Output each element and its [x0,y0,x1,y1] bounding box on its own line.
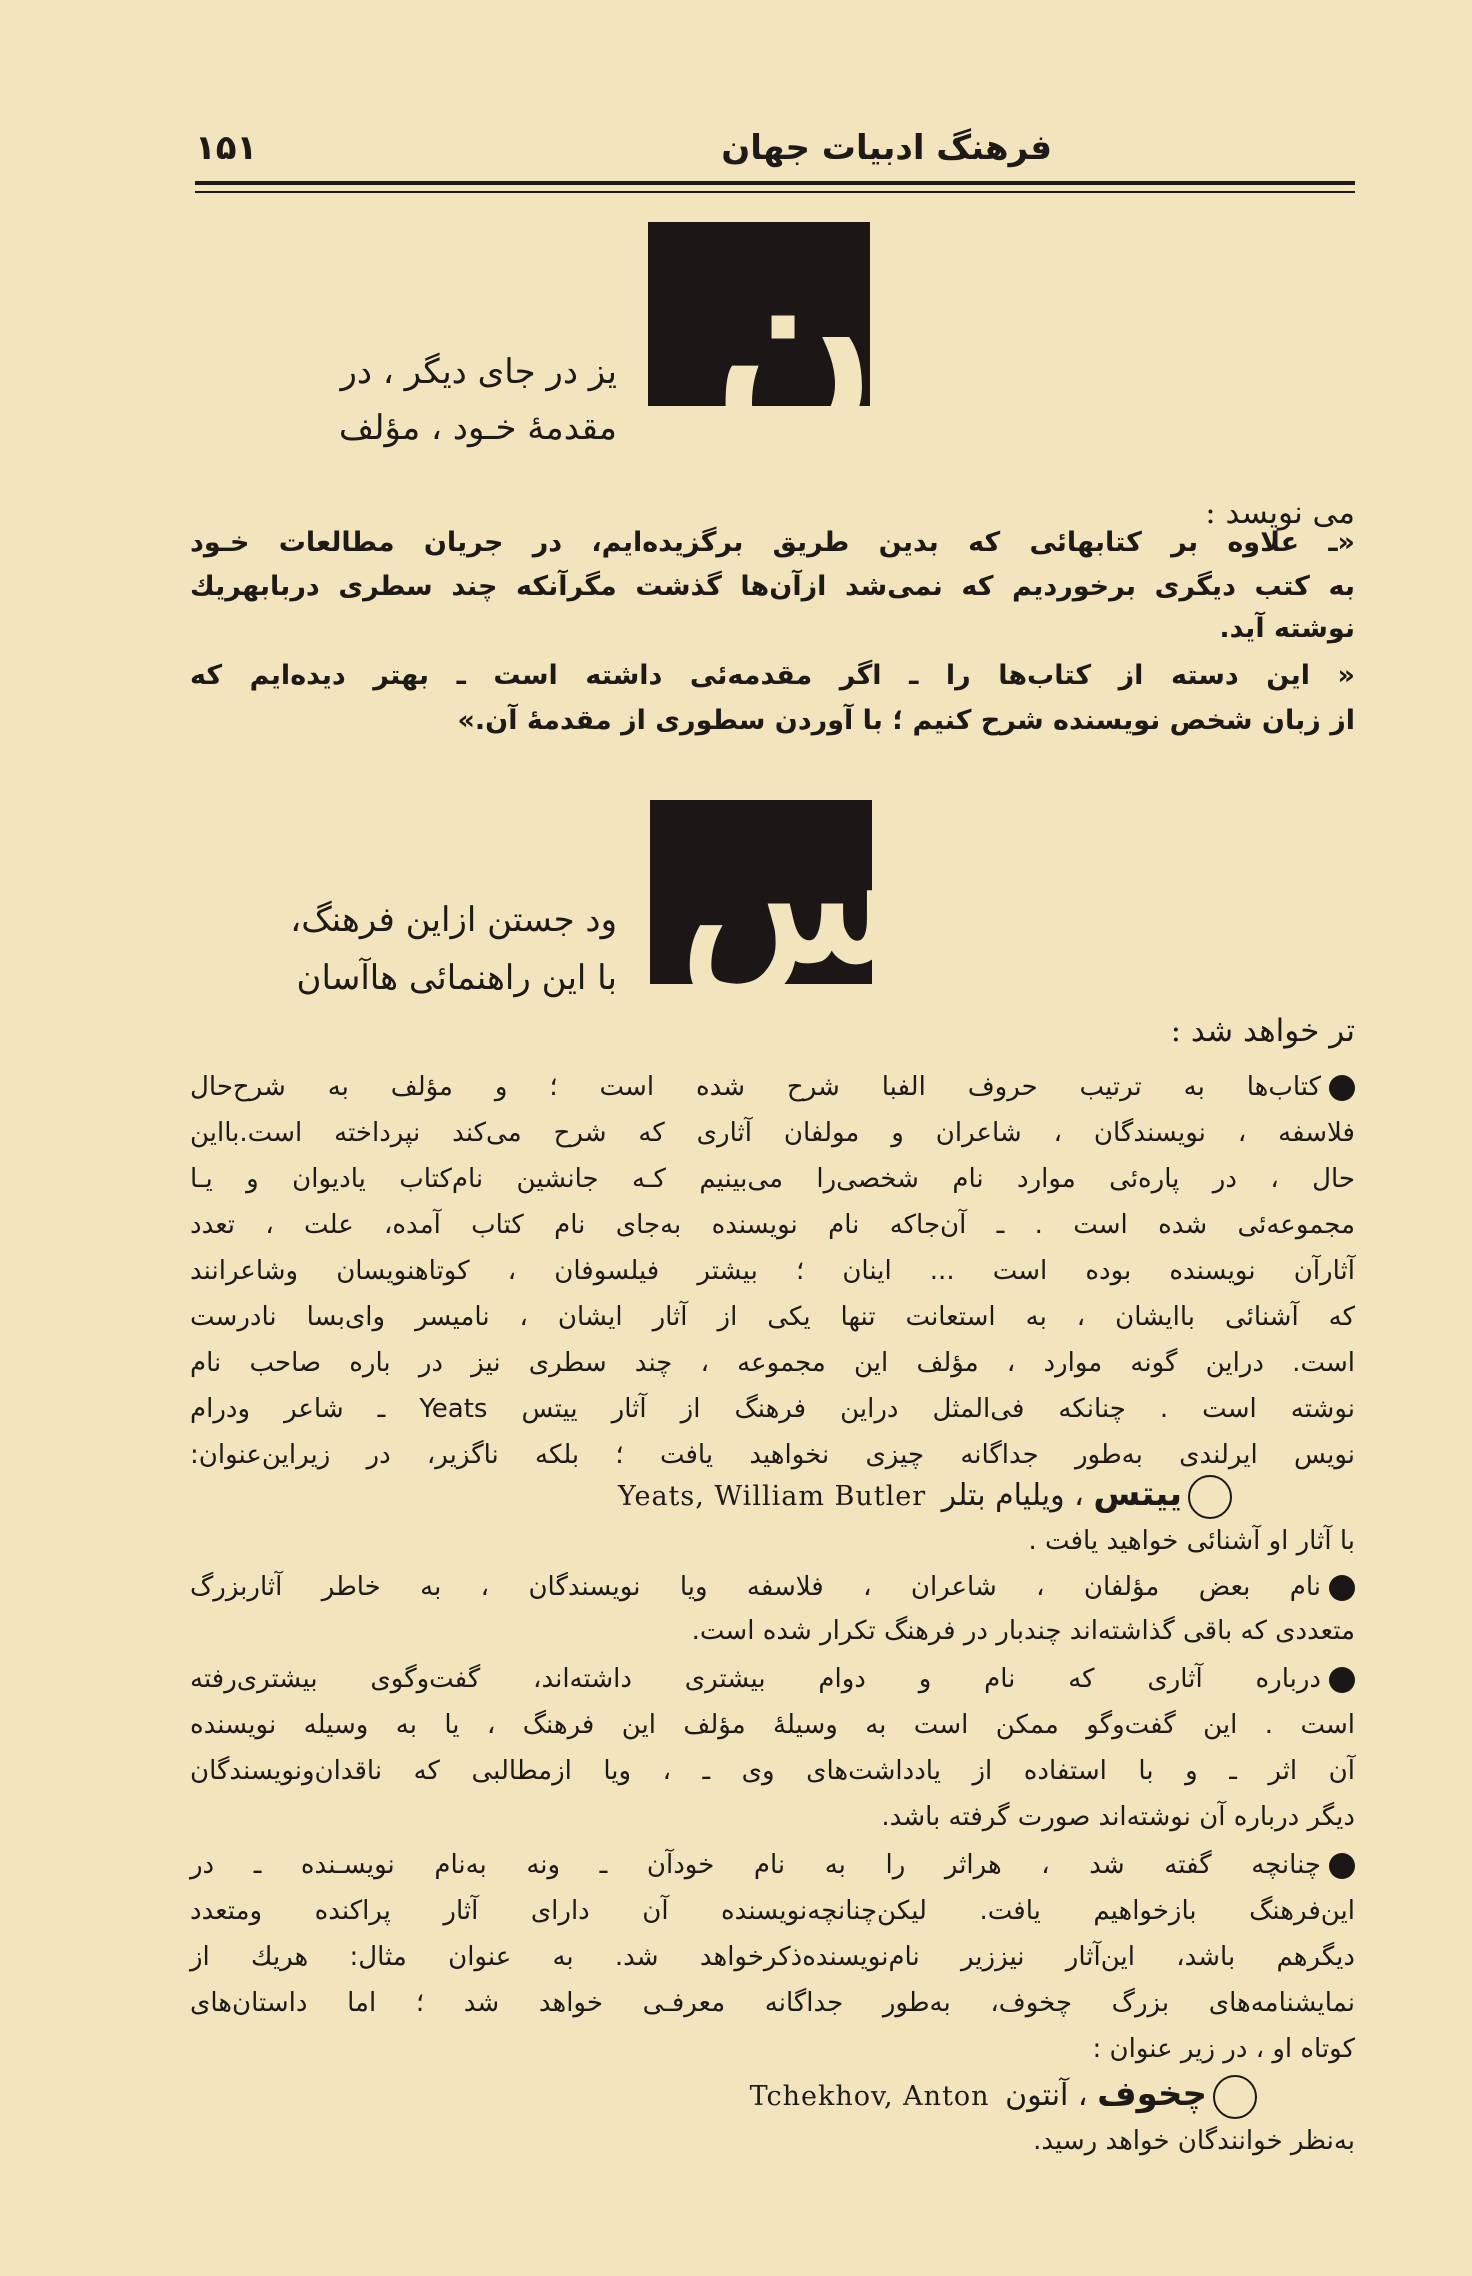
intro-line: یز در جای دیگر ، در [340,352,617,392]
paragraph-line: دیگرهم باشد، این‌آثار نیززیر نام‌نویسنده‌ذکرخواهد شد. به عنوان مثال: هریك از [190,1942,1355,1972]
paragraph-line: نمایشنامه‌های بزرگ چخوف، به‌طور جداگانه معرفـی خواهد شد ؛ اما داستان‌های [190,1988,1355,2018]
paragraph-line: دیگر درباره آن نوشته‌اند صورت گرفته باشد. [881,1802,1355,1832]
paragraph-line: فلاسفه ، نویسندگان ، شاعران و مولفان آثاری که شرح می‌کند نپرداخته است.بااین [190,1118,1355,1148]
paragraph-line: کوتاه او ، در زیر عنوان : [1092,2034,1355,2064]
circle-icon [1188,1475,1232,1519]
lead-line: تر خواهد شد : [1170,1013,1355,1049]
bullet-line: درباره آثاری که نام و دوام بیشتری داشته‌اند، گفت‌وگوی بیشتری‌رفته [190,1660,1355,1698]
intro-line: با این راهنمائی هاآسان [296,958,617,998]
paragraph-line: مجموعه‌ئی شده است . ـ آن‌جاکه نام نویسنده به‌جای نام کتاب آمده، علت ، تعدد [190,1210,1355,1240]
paragraph-line: «ـ علاوه بر کتابهائی که بدین طریق برگزیده‌ایم، در جریان مطالعات خـود [190,527,1355,558]
intro-line: ود جستن ازاین فرهنگ، [290,900,617,940]
drop-cap-noon: ن [648,222,870,406]
paragraph-line: آثارآن نویسنده بوده است ... اینان ؛ بیشتر فیلسوفان ، کوتاهنویسان وشاعرانند [190,1256,1355,1286]
drop-cap-seen: س [650,800,872,984]
header-rule-thin [195,191,1355,193]
intro-line: مقدمهٔ خـود ، مؤلف [338,408,617,448]
bullet-line: کتاب‌ها به ترتیب حروف الفبا شرح شده است ؛ و مؤلف به شرح‌حال [190,1068,1355,1106]
paragraph-line: متعددی که باقی گذاشته‌اند چندبار در فرهنگ تکرار شده است. [691,1616,1355,1646]
paragraph-line: به کتب دیگری برخوردیم که نمی‌شد ازآن‌ها گذشت مگرآنکه چند سطری دربابهریك [190,571,1355,602]
paragraph-line: به‌نظر خوانندگان خواهد رسید. [1033,2126,1355,2156]
paragraph-line: است. دراین گونه موارد ، مؤلف این مجموعه ، چند سطری نیز در باره صاحب نام [190,1348,1355,1378]
paragraph-line: نویس ایرلندی به‌طور جداگانه چیزی نخواهید یافت ؛ بلکه ناگزیر، در زیراین‌عنوان: [190,1440,1355,1470]
page-number: ۱۵۱ [195,128,258,168]
bullet-line: نام بعض مؤلفان ، شاعران ، فلاسفه ویا نویسندگان ، به خاطر آثاربزرگ [190,1568,1355,1606]
paragraph-line: آن اثر ـ و با استفاده از یادداشت‌های وی ـ ، ویا ازمطالبی که ناقدان‌ونویسندگان [190,1756,1355,1786]
running-title: فرهنگ ادبیات جهان [721,128,1052,168]
bullet-icon [1329,1075,1355,1101]
bullet-icon [1329,1853,1355,1879]
paragraph-line: نوشته آید. [1219,613,1355,644]
paragraph-line: « این دسته از کتاب‌ها را ـ اگر مقدمه‌ئی داشته است ـ بهتر دیده‌ایم که [190,660,1355,691]
paragraph-line: که آشنائی باایشان ، به استعانت تنها یکی از آثار ایشان ، نامیسر وای‌بسا نادرست [190,1302,1355,1332]
paragraph-line: است . این گفت‌وگو ممکن است به وسیلهٔ مؤلف این فرهنگ ، یا به وسیله نویسنده [190,1710,1355,1740]
paragraph-line: این‌فرهنگ بازخواهیم یافت. لیکن‌چنانچه‌نویسنده آن دارای آثار پراکنده ومتعدد [190,1896,1355,1926]
paragraph-line: نوشته است . چنانکه فی‌المثل دراین فرهنگ از آثار ییتس Yeats ـ شاعر ودرام [190,1394,1355,1424]
circle-icon [1213,2075,1257,2119]
bullet-icon [1329,1575,1355,1601]
entry-heading-yeats: ییتس ، ویلیام بتلر Yeats, William Butler [618,1474,1232,1519]
entry-heading-chekhov: چخوف ، آنتون Tchekhov, Anton [750,2074,1257,2119]
paragraph-line: می نویسد : [1205,495,1355,531]
paragraph-line: حال ، در پاره‌ئی موارد نام شخصی‌را می‌بینیم کـه جانشین نام‌کتاب یادیوان و یـا [190,1164,1355,1194]
bullet-icon [1329,1667,1355,1693]
paragraph-line: از زبان شخص نویسنده شرح کنیم ؛ با آوردن سطوری از مقدمهٔ آن.» [457,705,1355,736]
paragraph-line: با آثار او آشنائی خواهید یافت . [1028,1526,1355,1556]
bullet-line: چنانچه گفته شد ، هراثر را به نام خودآن ـ ونه به‌نام نویسـنده ـ در [190,1846,1355,1884]
header-rule [195,181,1355,185]
